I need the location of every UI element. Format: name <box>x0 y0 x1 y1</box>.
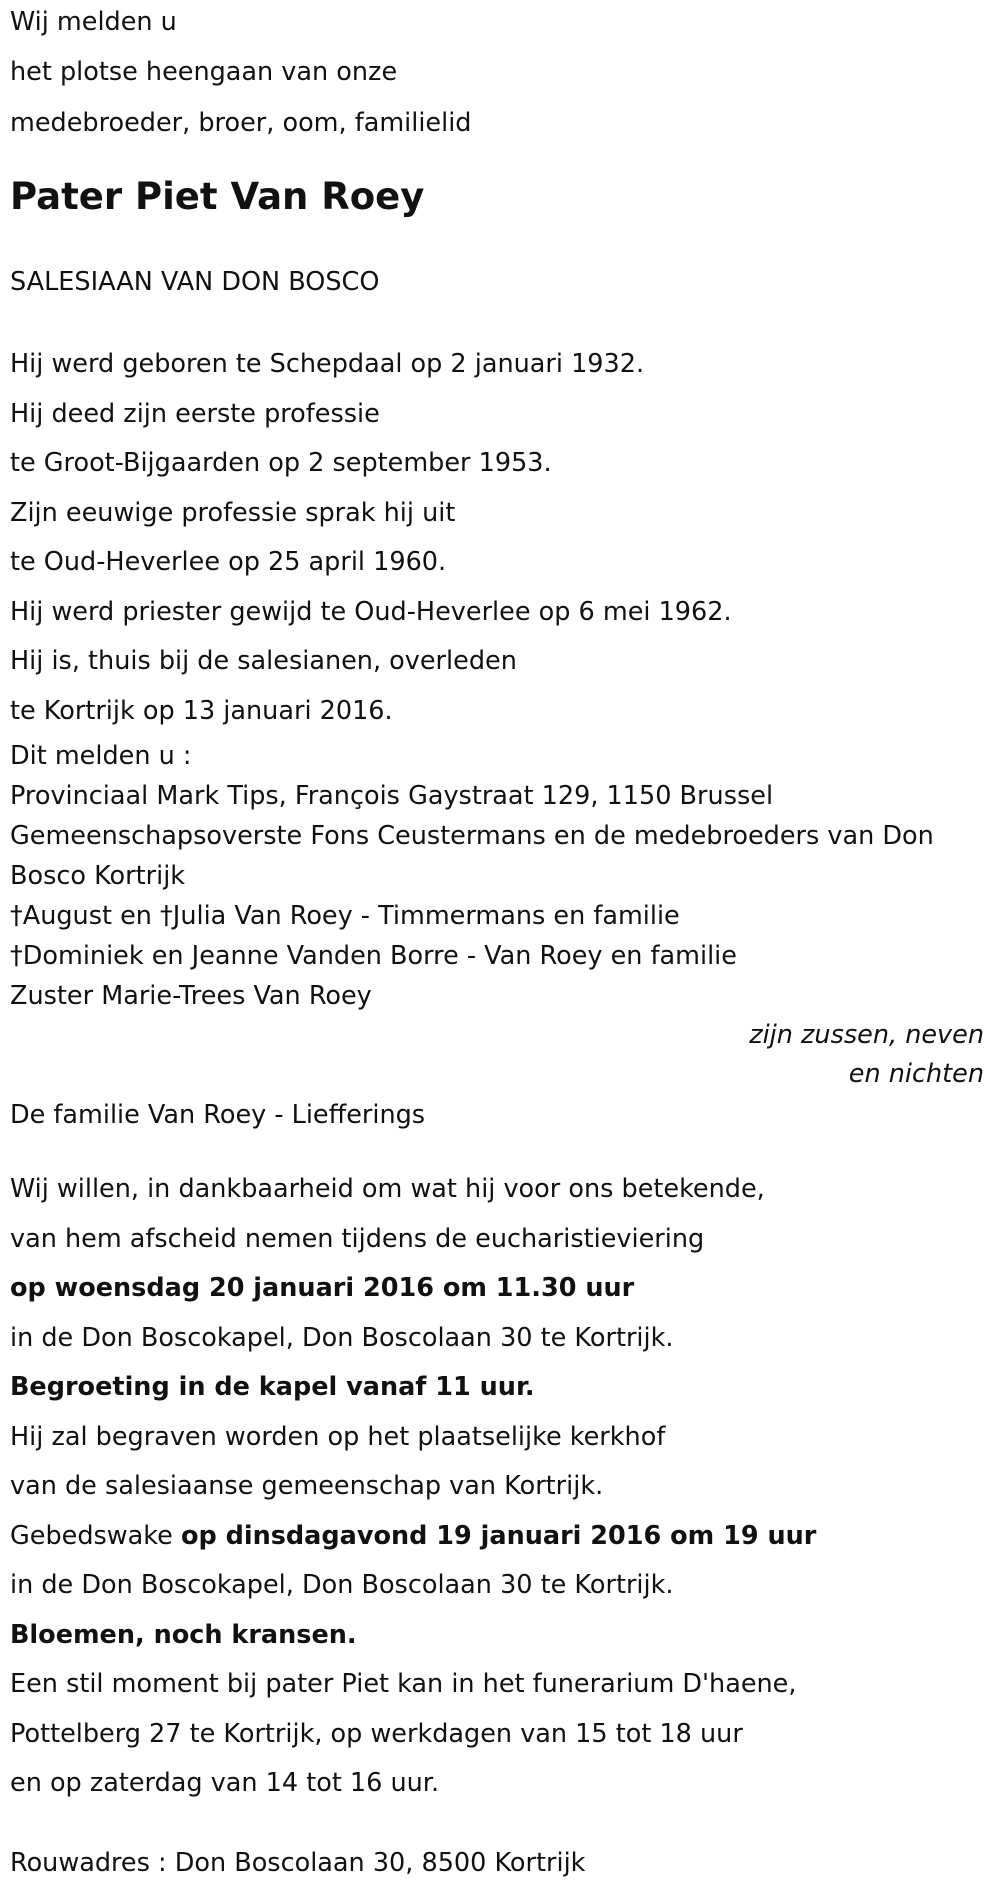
burial-line: van de salesiaanse gemeenschap van Kortrijk. <box>10 1471 604 1501</box>
burial-line: Hij zal begraven worden op het plaatselijke kerkhof <box>10 1421 666 1452</box>
intro-line: het plotse heengaan van onze <box>10 57 398 87</box>
biography-line: te Kortrijk op 13 januari 2016. <box>10 695 393 726</box>
intro-block <box>10 0 990 148</box>
vigil-prefix: Gebedswake <box>10 1520 173 1551</box>
biography-line: Hij deed zijn eerste professie <box>10 398 380 429</box>
family-line: De familie Van Roey - Liefferings <box>10 1100 426 1130</box>
vigil-time: op dinsdagavond 19 januari 2016 om 19 uur <box>180 1520 817 1551</box>
announcer-line: Zuster Marie-Trees Van Roey <box>10 981 372 1011</box>
relation-note: zijn zussen, neven <box>749 1020 984 1050</box>
ceremony-line: Wij willen, in dankbaarheid om wat hij voor ons betekende, <box>10 1174 765 1204</box>
flowers-note: Bloemen, noch kransen. <box>10 1619 357 1650</box>
ceremony-block <box>10 1165 990 1809</box>
biography-line: Hij is, thuis bij de salesianen, overleden <box>10 646 517 676</box>
deceased-name: Pater Piet Van Roey <box>10 175 425 218</box>
biography-line: te Oud-Heverlee op 25 april 1960. <box>10 547 447 577</box>
relation-note: en nichten <box>848 1059 984 1089</box>
visit-line: Een stil moment bij pater Piet kan in het funerarium D'haene, <box>10 1669 797 1699</box>
biography-line: Zijn eeuwige professie sprak hij uit <box>10 497 456 528</box>
biography-line: te Groot-Bijgaarden op 2 september 1953. <box>10 448 552 478</box>
ceremony-line: van hem afscheid nemen tijdens de eucharistieviering <box>10 1223 705 1254</box>
biography-line: Hij werd geboren te Schepdaal op 2 januari 1932. <box>10 349 645 379</box>
visit-line: en op zaterdag van 14 tot 16 uur. <box>10 1768 440 1798</box>
biography-line: Hij werd priester gewijd te Oud-Heverlee op 6 mei 1962. <box>10 596 732 627</box>
order-label: SALESIAAN VAN DON BOSCO <box>10 267 380 297</box>
announcer-line: Provinciaal Mark Tips, François Gaystraat 129, 1150 Brussel <box>10 781 774 811</box>
intro-line: Wij melden u <box>10 7 177 37</box>
announcer-line: †Dominiek en Jeanne Vanden Borre - Van Roey en familie <box>10 941 737 971</box>
biography-block <box>10 340 990 736</box>
vigil-line <box>10 1512 990 1562</box>
intro-line: medebroeder, broer, oom, familielid <box>10 108 472 138</box>
announced-by-block <box>10 736 990 1135</box>
vigil-place: in de Don Boscokapel, Don Boscolaan 30 te Kortrijk. <box>10 1570 674 1600</box>
ceremony-date: op woensdag 20 januari 2016 om 11.30 uur <box>10 1273 635 1303</box>
announcer-line: †August en †Julia Van Roey - Timmermans en familie <box>10 901 680 931</box>
visit-line: Pottelberg 27 te Kortrijk, op werkdagen van 15 tot 18 uur <box>10 1718 743 1749</box>
greeting-time: Begroeting in de kapel vanaf 11 uur. <box>10 1372 535 1402</box>
announced-by-label: Dit melden u : <box>10 741 192 771</box>
ceremony-place: in de Don Boscokapel, Don Boscolaan 30 te Kortrijk. <box>10 1322 674 1353</box>
announcer-line: Gemeenschapsoverste Fons Ceustermans en de medebroeders van Don Bosco Kortrijk <box>10 821 934 891</box>
mourning-address: Rouwadres : Don Boscolaan 30, 8500 Kortrijk <box>10 1847 586 1878</box>
